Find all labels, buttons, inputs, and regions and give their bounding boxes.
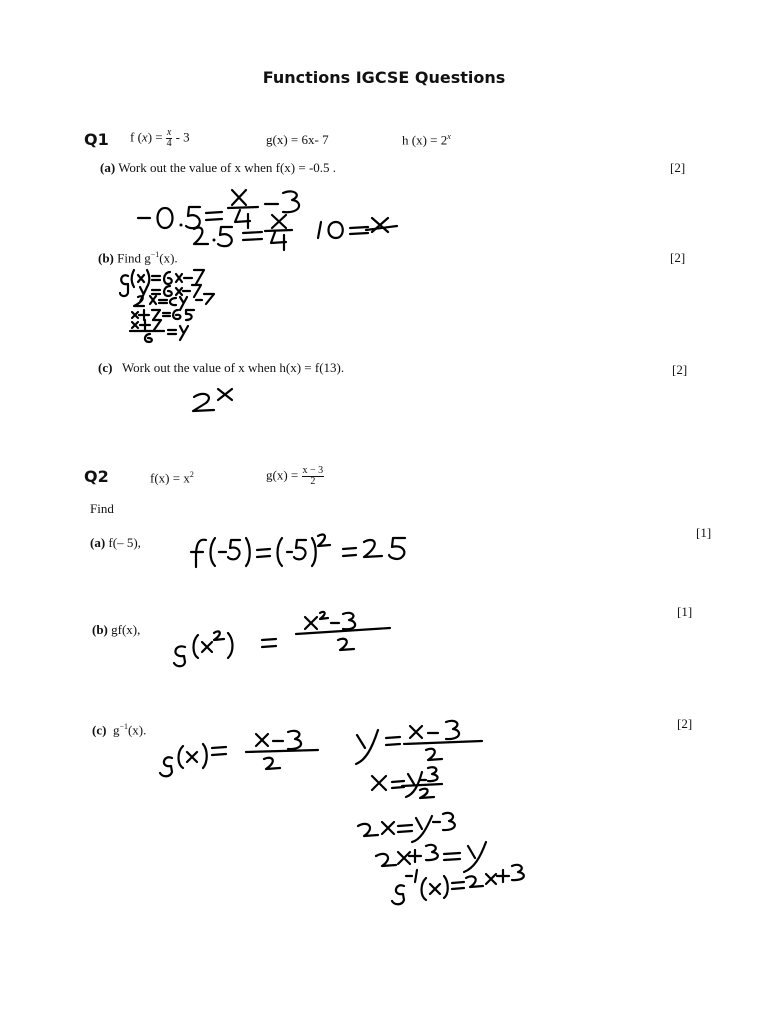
- q1a-text: Work out the value of x when f(x) = -0.5 .: [118, 160, 337, 175]
- q2c-text-post: (x).: [127, 722, 147, 738]
- q1-h-exponent: x: [447, 132, 451, 141]
- q1-f-numerator: x: [166, 127, 172, 138]
- q1b-text-pre: Find g: [117, 250, 151, 266]
- q1c-handwriting: [193, 389, 232, 411]
- q1b-label: (b): [98, 250, 114, 266]
- q2b-marks: [1]: [677, 604, 693, 619]
- q1a-handwriting: [138, 190, 397, 250]
- q1b-text-sup: −1: [150, 250, 160, 259]
- q2c-text-sup: −1: [119, 722, 128, 731]
- q2-g-lhs: g(x) =: [266, 467, 302, 483]
- q2-g-numerator: x − 3: [302, 465, 324, 476]
- q2b-label: (b): [92, 622, 108, 637]
- q2-f-def: f(x) = x: [150, 470, 190, 486]
- q2c-label: (c): [92, 722, 107, 738]
- q1b-marks: [2]: [670, 250, 686, 265]
- q2a-handwriting: [191, 534, 405, 567]
- q1-number: Q1: [84, 130, 109, 149]
- q2c-handwriting: [160, 721, 524, 904]
- q1c-marks: [2]: [672, 362, 688, 377]
- q1a-marks: [2]: [670, 160, 686, 175]
- q2b-handwriting: [174, 612, 390, 666]
- q1b-text-post: (x).: [159, 250, 178, 266]
- q1c-label: (c): [98, 360, 113, 375]
- q2a-marks: [1]: [696, 525, 712, 540]
- q2-number: Q2: [84, 467, 109, 486]
- q1-f-tail: - 3: [175, 129, 190, 145]
- q1-f-denominator: 4: [166, 138, 172, 149]
- q2-find: Find: [90, 501, 114, 516]
- q2a-label: (a): [90, 535, 106, 550]
- q1-g-definition: g(x) = 6x- 7: [266, 132, 329, 147]
- q1a-label: (a): [100, 160, 116, 175]
- q2-f-exponent: 2: [189, 470, 194, 479]
- q2b-text: gf(x),: [111, 622, 141, 637]
- q2-g-denominator: 2: [310, 476, 316, 487]
- q2a-text: f(– 5),: [108, 535, 141, 550]
- q2c-marks: [2]: [677, 716, 693, 731]
- q1-f-var: x: [141, 129, 148, 145]
- q1-f-lhs: f (: [130, 129, 142, 145]
- q1-f-mid: ) =: [147, 129, 166, 145]
- q1-h-lhs: h (x) = 2: [402, 132, 448, 148]
- page-title: Functions IGCSE Questions: [262, 68, 506, 87]
- q2c-text-pre: g: [112, 722, 120, 738]
- q1c-text: Work out the value of x when h(x) = f(13).: [121, 360, 345, 375]
- q1b-handwriting: [120, 270, 214, 342]
